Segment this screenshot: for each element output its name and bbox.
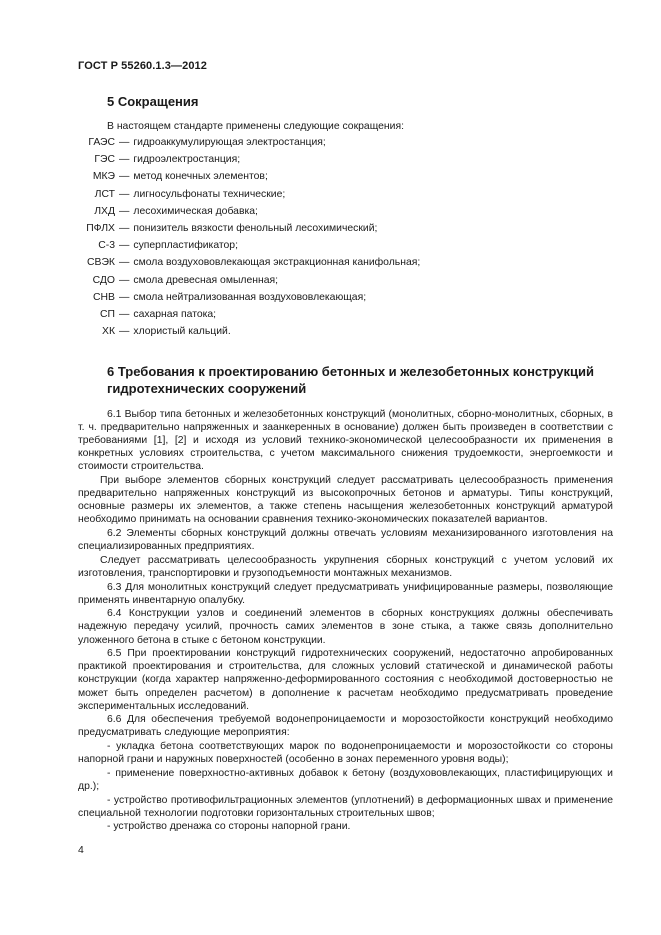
- abbreviation-item: [40, 134, 580, 151]
- abbreviation-item: [40, 151, 580, 168]
- abbreviation-term: ЛСТ: [94, 188, 115, 200]
- page-number: 4: [78, 845, 84, 856]
- abbreviation-item: [40, 186, 580, 203]
- abbreviation-definition: суперпластификатор;: [133, 240, 238, 252]
- abbreviation-item: [40, 203, 580, 220]
- list-item: - устройство противофильтрационных элементов (уплотнений) в деформационных швах и применение специальной технологии подготовки горизонтальных строительных швов;: [78, 794, 613, 819]
- section-6-title: 6 Требования к проектированию бетонных и железобетонных конструкций гидротехнических сооружений: [107, 364, 595, 396]
- dash: —: [119, 188, 130, 200]
- abbreviation-term: ХК: [102, 326, 115, 338]
- paragraph: 6.5 При проектировании конструкций гидротехнических сооружений, недостаточно апробированных практикой проектирования и строительства, для сложных условий статической и динамической работы конструкции (когда характер напряженно-деформированного состояния с необходимой достоверностью не может быть определен расчетом) в дополнение к расчетам необходимо предусматривать проведение экспериментальных исследований.: [78, 648, 613, 712]
- abbreviation-definition: понизитель вязкости фенольный лесохимический;: [133, 223, 378, 235]
- list-item: - устройство дренажа со стороны напорной грани.: [107, 821, 351, 833]
- abbreviation-item: [40, 289, 580, 306]
- paragraph: 6.6 Для обеспечения требуемой водонепроницаемости и морозостойкости конструкций необходимо предусматривать следующие мероприятия:: [78, 714, 613, 739]
- section-6-body: [78, 408, 613, 834]
- dash: —: [119, 326, 130, 338]
- abbreviation-definition: смола нейтрализованная воздухововлекающая;: [133, 291, 367, 303]
- abbreviation-term: СНВ: [93, 291, 115, 303]
- abbreviation-definition: лесохимическая добавка;: [133, 205, 258, 217]
- dash: —: [119, 291, 130, 303]
- abbreviation-definition: гидроэлектростанция;: [133, 154, 241, 166]
- list-item: - применение поверхностно-активных добавок к бетону (воздухововлекающих, пластифицирующих и др.);: [78, 767, 613, 792]
- abbreviation-item: [40, 220, 580, 237]
- abbreviation-item: [40, 237, 580, 254]
- dash: —: [119, 257, 130, 269]
- dash: —: [119, 171, 130, 183]
- abbreviation-term: СДО: [92, 274, 115, 286]
- paragraph: 6.1 Выбор типа бетонных и железобетонных конструкций (монолитных, сборно-монолитных, сборных, в т. ч. предварительно напряженных и заанкеренных в основание) должен быть произведен в соответствии с требованиями [1], [2] и исходя из условий технико-экономической целесообразности их применения в конкретных условиях строительства, с учетом максимального снижения трудоемкости, энергоемкости и стоимости строительства.: [78, 409, 613, 473]
- paragraph: 6.3 Для монолитных конструкций следует предусматривать унифицированные размеры, позволяющие применять инвентарную опалубку.: [78, 581, 613, 606]
- section-5-intro: В настоящем стандарте применены следующие сокращения:: [107, 121, 404, 132]
- list-item: - укладка бетона соответствующих марок по водонепроницаемости и морозостойкости со стороны напорной грани и наружных поверхностей (особенно в зонах переменного уровня воды);: [78, 741, 613, 766]
- dash: —: [119, 240, 130, 252]
- abbreviation-item: [40, 254, 580, 271]
- abbreviation-term: С-3: [98, 240, 115, 252]
- abbreviation-definition: метод конечных элементов;: [133, 171, 268, 183]
- abbreviation-term: ПФЛХ: [86, 223, 115, 235]
- abbreviation-item: [40, 168, 580, 185]
- abbreviation-item: [40, 323, 580, 340]
- abbreviation-term: СВЭК: [87, 257, 115, 269]
- dash: —: [119, 137, 130, 149]
- abbreviation-definition: лигносульфонаты технические;: [133, 188, 286, 200]
- abbreviation-term: ЛХД: [94, 205, 115, 217]
- paragraph: 6.2 Элементы сборных конструкций должны отвечать условиям механизированного изготовления на специализированных предприятиях.: [78, 528, 613, 553]
- abbreviation-definition: гидроаккумулирующая электростанция;: [133, 137, 326, 149]
- dash: —: [119, 205, 130, 217]
- abbreviation-term: ГАЭС: [88, 137, 115, 149]
- dash: —: [119, 274, 130, 286]
- paragraph: 6.4 Конструкции узлов и соединений элементов в сборных конструкциях должны обеспечивать надежную передачу усилий, прочность самих элементов в зоне стыка, а также связь дополнительно уложенного бетона в стыке с бетоном конструкции.: [78, 608, 613, 646]
- paragraph: Следует рассматривать целесообразность укрупнения сборных конструкций с учетом условий их изготовления, транспортировки и грузоподъемности монтажных механизмов.: [78, 554, 613, 579]
- abbreviation-definition: смола воздухововлекающая экстракционная канифольная;: [133, 257, 421, 269]
- paragraph: При выборе элементов сборных конструкций следует рассматривать целесообразность применения предварительно напряженных конструкций из высокопрочных бетонов и арматуры. Типы конструкций, основные размеры их элементов, а также степень насыщения железобетонных конструкций арматурой необходимо принимать на основании сравнения технико-экономических показателей вариантов.: [78, 475, 613, 526]
- dash: —: [119, 154, 130, 166]
- section-5-title: 5 Сокращения: [107, 94, 199, 109]
- abbreviation-definition: сахарная патока;: [133, 308, 217, 320]
- abbreviation-item: [40, 272, 580, 289]
- abbreviation-item: [40, 306, 580, 323]
- abbreviation-list: [40, 134, 580, 340]
- abbreviation-definition: хлористый кальций.: [133, 326, 231, 338]
- abbreviation-term: СП: [100, 308, 115, 320]
- abbreviation-term: ГЭС: [94, 154, 115, 166]
- dash: —: [119, 223, 130, 235]
- dash: —: [119, 308, 130, 320]
- document-id: ГОСТ Р 55260.1.3—2012: [78, 60, 207, 72]
- abbreviation-definition: смола древесная омыленная;: [133, 274, 279, 286]
- abbreviation-term: МКЭ: [92, 171, 115, 183]
